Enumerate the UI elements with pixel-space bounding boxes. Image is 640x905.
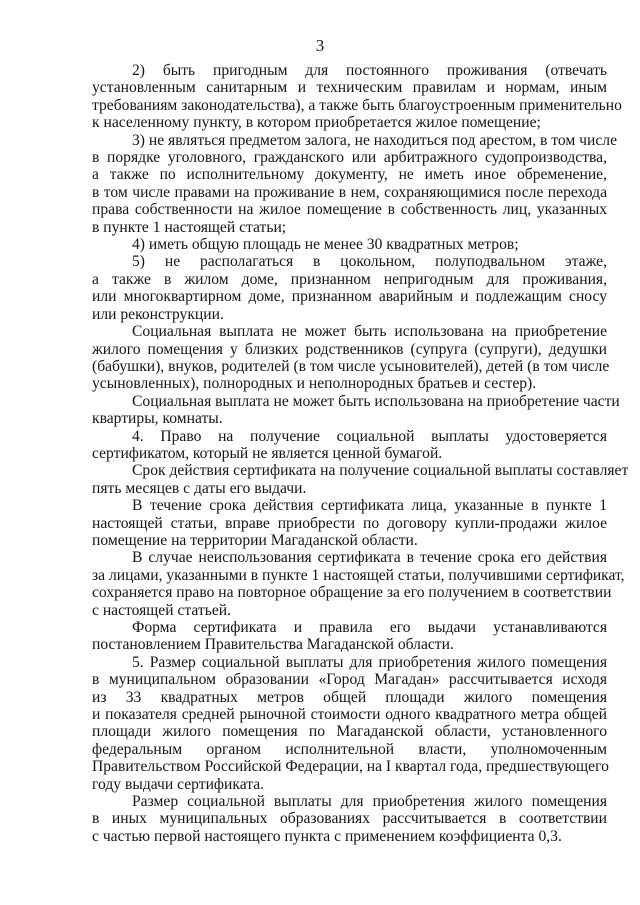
text-line: и показателя средней рыночной стоимости одного квадратного метра общей <box>92 706 607 724</box>
text-line: с частью первой настоящего пункта с применением коэффициента 0,3. <box>92 827 562 845</box>
text-line: а также в жилом доме, признанном непригодным для проживания, <box>92 270 607 288</box>
text-line: сохраняется право на повторное обращение за его получением в соответствии <box>92 584 612 602</box>
text-line: жилого помещения у близких родственников (супруга (супруги), дедушки <box>92 340 607 358</box>
text-line: сертификатом, который не является ценной бумагой. <box>92 444 443 462</box>
text-line: усыновленных), полнородных и неполнородных братьев и сестер). <box>92 375 537 393</box>
text-line: в пункте 1 настоящей статьи; <box>92 218 287 236</box>
text-line: федеральным органом исполнительной власти, уполномоченным <box>92 740 607 758</box>
paragraph <box>92 619 607 654</box>
paragraph <box>92 793 607 845</box>
text-line: В течение срока действия сертификата лица, указанные в пункте 1 <box>132 497 607 515</box>
text-line: Социальная выплата не может быть использована на приобретение <box>132 323 607 341</box>
text-line: права собственности на жилое помещение в собственность лиц, указанных <box>92 201 607 219</box>
text-line: в муниципальном образовании «Город Магадан» рассчитывается исходя <box>92 671 607 689</box>
text-line: 3) не являться предметом залога, не находиться под арестом, в том числе <box>132 131 617 149</box>
text-line: Размер социальной выплаты для приобретения жилого помещения <box>132 793 607 811</box>
text-line: Форма сертификата и правила его выдачи устанавливаются <box>132 619 607 636</box>
text-line: в порядке уголовного, гражданского или арбитражного судопроизводства, <box>92 149 607 167</box>
text-line: с настоящей статьей. <box>92 601 231 619</box>
document-body <box>92 62 629 845</box>
text-line: Срок действия сертификата на получение социальной выплаты составляет <box>132 462 629 480</box>
text-line: постановлением Правительства Магаданской области. <box>92 636 454 654</box>
paragraph <box>92 253 607 323</box>
text-line: в иных муниципальных образованиях рассчитывается в соответствии <box>92 810 607 828</box>
paragraph <box>92 462 629 497</box>
text-line: из 33 квадратных метров общей площади жилого помещения <box>92 688 607 706</box>
paragraph <box>92 392 620 428</box>
text-line: 5) не располагаться в цокольном, полуподвальном этаже, <box>132 253 607 271</box>
text-line: настоящей статьи, вправе приобрести по договору купли-продажи жилое <box>92 514 607 532</box>
text-line: 5. Размер социальной выплаты для приобретения жилого помещения <box>132 653 607 671</box>
text-line: (бабушки), внуков, родителей (в том числе усыновителей), детей (в том числе <box>92 357 610 375</box>
text-line: требованиям законодательства), а также быть благоустроенным применительно <box>92 96 622 114</box>
paragraph <box>92 62 622 132</box>
paragraph <box>92 236 607 253</box>
text-line: В случае неиспользования сертификата в течение срока его действия <box>132 549 607 567</box>
text-line: 2) быть пригодным для постоянного проживания (отвечать <box>132 62 607 79</box>
text-line: установленным санитарным и техническим правилам и нормам, иным <box>92 79 607 97</box>
text-line: или многоквартирном доме, признанном аварийным и подлежащим сносу <box>92 288 607 306</box>
text-line: или реконструкции. <box>92 305 224 323</box>
text-line: за лицами, указанными в пункте 1 настоящей статьи, получившими сертификат, <box>92 566 625 584</box>
paragraph <box>92 323 610 393</box>
paragraph <box>92 497 607 549</box>
text-line: помещение на территории Магаданской области. <box>92 531 418 549</box>
paragraph <box>92 654 607 793</box>
text-line: году выдачи сертификата. <box>92 775 265 793</box>
paragraph <box>92 549 625 619</box>
text-line: 4) иметь общую площадь не менее 30 квадратных метров; <box>132 236 519 254</box>
text-line: Социальная выплата не может быть использована на приобретение части <box>132 392 620 410</box>
paragraph <box>92 428 607 463</box>
text-line: площади жилого помещения по Магаданской области, установленного <box>92 723 607 741</box>
page-number: 3 <box>315 36 325 55</box>
text-line: пять месяцев с даты его выдачи. <box>92 479 307 497</box>
text-line: 4. Право на получение социальной выплаты удостоверяется <box>132 427 607 445</box>
paragraph <box>92 131 617 236</box>
text-line: Правительством Российской Федерации, на I квартал года, предшествующего <box>92 758 609 776</box>
text-line: в том числе правами на проживание в нем, сохраняющимися после перехода <box>92 183 607 201</box>
text-line: а также по исполнительному документу, не иметь иное обременение, <box>92 166 607 184</box>
text-line: к населенному пункту, в котором приобретается жилое помещение; <box>92 114 541 132</box>
text-line: квартиры, комнаты. <box>92 410 223 428</box>
